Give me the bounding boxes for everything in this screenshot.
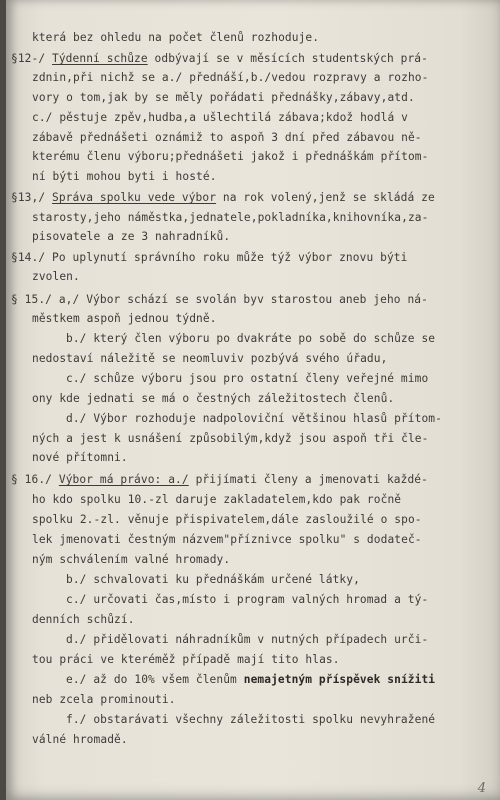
- text-line-section-14: §14./ Po uplynutí správního roku může týž výbor znovu býti: [11, 251, 408, 264]
- text-line: denních schůzí.: [32, 613, 135, 626]
- text-line: ným schválením valné hromady.: [32, 553, 231, 566]
- text-line-section-12: §12-/ Týdenní schůze odbývají se v měsících studentských prá-: [11, 52, 428, 65]
- text-line: starosty,jeho náměstka,jednatele,pokladníka,knihovníka,za-: [32, 211, 429, 224]
- text-line: ných a jest k usnášení způsobilým,když jsou aspoň tři čle-: [32, 432, 429, 445]
- text-line: válné hromadě.: [32, 733, 128, 746]
- text-line: c./ určovati čas,místo i program valných hromad a tý-: [66, 593, 429, 606]
- text-line: pisovatele a ze 3 nahradníků.: [32, 230, 231, 243]
- document-page: [6, 0, 500, 800]
- text-line: neb zcela prominouti.: [32, 693, 176, 706]
- text-line: d./ přidělovati náhradníkům v nutných případech urči-: [66, 633, 429, 646]
- text-line: b./ schvalovati ku přednáškám určené látky,: [66, 573, 360, 586]
- text-line: kterému členu výboru;přednášeti jakož i přednáškám přítom-: [32, 150, 429, 163]
- text-line: c./ schůze výboru jsou pro ostatní členy veřejné mimo: [66, 372, 429, 385]
- text-line: městkem aspoň jednou týdně.: [32, 312, 217, 325]
- text-line: c./ pěstuje zpěv,hudba,a ušlechtilá zábava;kdož hodlá v: [32, 111, 408, 124]
- text-line: která bez ohledu na počet členů rozhoduje.: [32, 31, 320, 44]
- text-line: ho kdo spolku 10.-zl daruje zakladatelem,kdo pak ročně: [32, 493, 402, 506]
- text-line: nedostaví náležitě se neomluviv pozbývá svého úřadu,: [32, 352, 388, 365]
- text-line: f./ obstarávati všechny záležitosti spolku nevyhražené: [66, 713, 436, 726]
- text-line: zdnin,při nichž se a./ přednáší,b./vedou rozpravy a rozho-: [32, 71, 429, 84]
- text-line: zábavě přednášeti oznámiž to aspoň 3 dní před zábavou ně-: [32, 131, 422, 144]
- text-line: ní býti mohou byti i hosté.: [32, 170, 217, 183]
- text-line: d./ Výbor rozhoduje nadpoloviční většinou hlasů přítom-: [66, 412, 442, 425]
- text-line: b./ který člen výboru po dvakráte po sobě do schůze se: [66, 332, 436, 345]
- text-line: vory o tom,jak by se měly pořádati přednášky,zábavy,atd.: [32, 91, 415, 104]
- text-line-section-16: § 16./ Výbor má právo: a./ přijímati členy a jmenovati každé-: [11, 473, 428, 486]
- text-line: spolku 2.-zl. věnuje přispivatelem,dále zasloužilé o spo-: [32, 513, 422, 526]
- text-line: tou práci ve kteréměž případě mají tito hlas.: [32, 653, 340, 666]
- text-line-section-13: §13,/ Správa spolku vede výbor na rok volený,jenž se skládá ze: [11, 191, 435, 204]
- text-line: ony kde jednati se má o čestných záležitostech členů.: [32, 392, 395, 405]
- text-line: lek jmenovati čestným názvem"příznivce spolku" s dodateč-: [32, 533, 422, 546]
- page-number: 4: [477, 781, 486, 796]
- text-line-item-e: e./ až do 10% všem členům nemajetným příspěvek snížiti: [66, 673, 436, 686]
- text-line: zvolen.: [32, 270, 80, 283]
- text-line: nové přítomni.: [32, 451, 128, 464]
- text-line-section-15: § 15./ a,/ Výbor schází se svolán byv starostou aneb jeho ná-: [11, 293, 428, 306]
